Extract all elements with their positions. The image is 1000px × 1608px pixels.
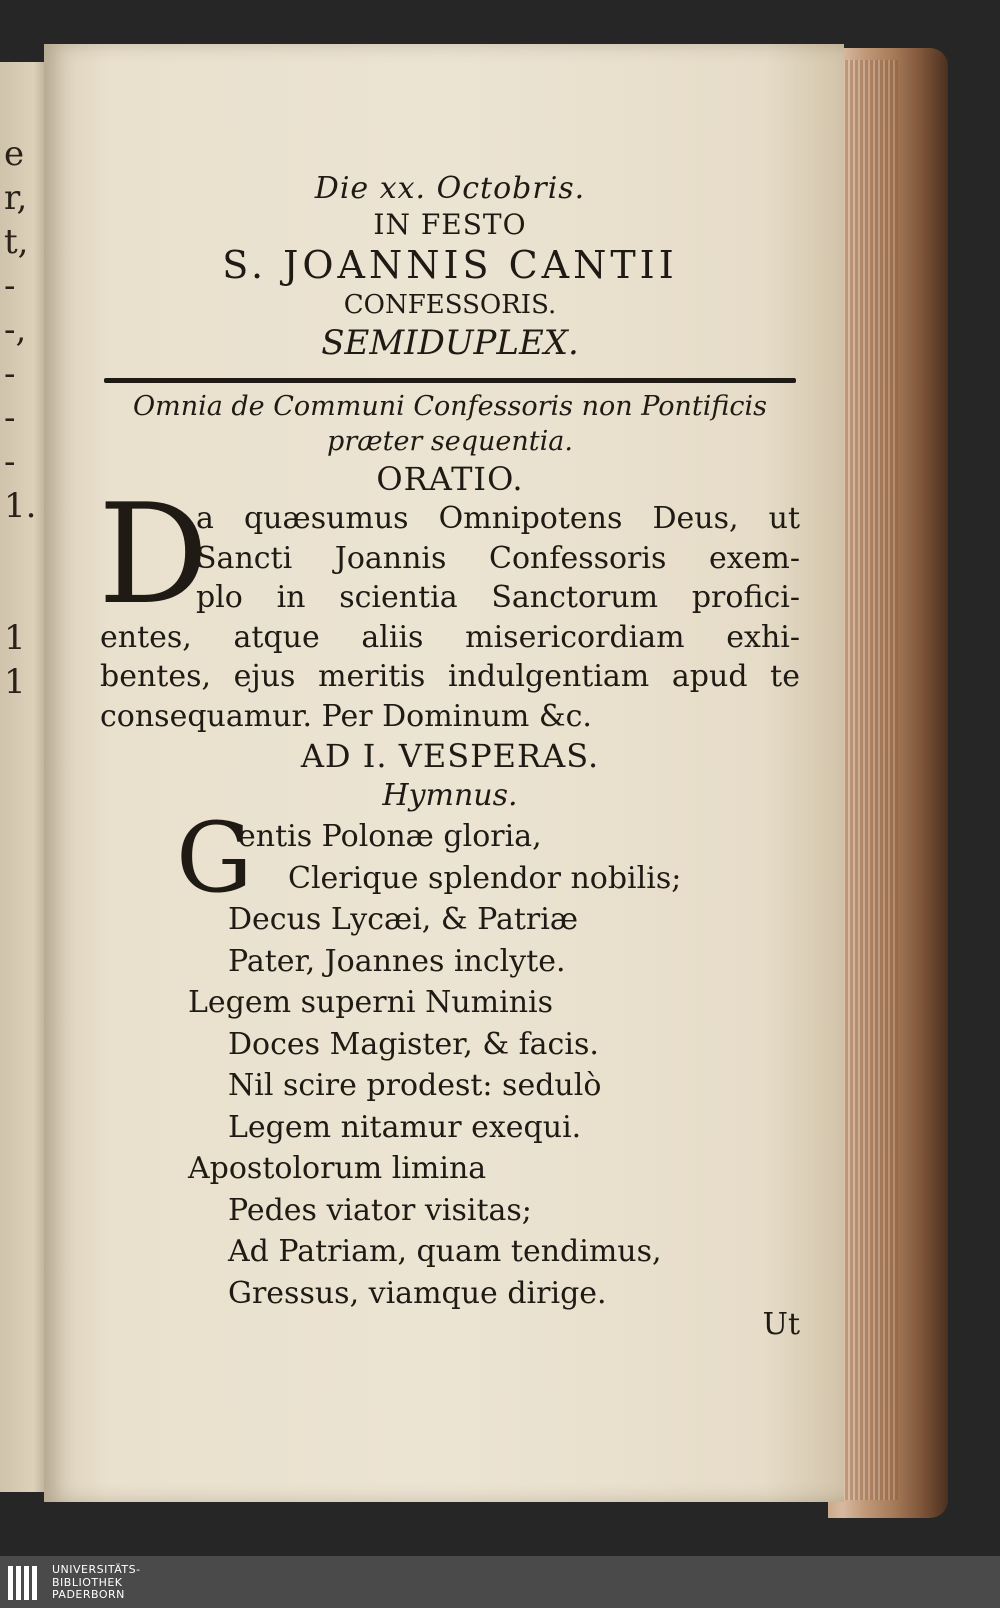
facing-page-edge [0,62,48,1492]
drop-capital: G [176,802,253,914]
logo-line: UNIVERSITÄTS- [52,1563,141,1576]
logo-line: BIBLIOTHEK [52,1575,123,1589]
catchword: Ut [762,1307,800,1342]
text-line: plo in scientia Sanctorum profici- [196,580,800,615]
library-logo-icon [6,1564,40,1602]
hymn-line: Pater, Joannes inclyte. [228,943,566,979]
facing-fragment: t, [4,222,29,262]
facing-fragment: - [4,442,16,482]
facing-fragment: 1 [4,618,26,658]
facing-fragment [4,528,42,572]
text-line: entes, atque aliis misericordiam exhi- [100,619,800,655]
vesperas-heading: AD I. VESPERAS. [300,737,600,775]
hymnus-heading: Hymnus. [382,778,518,813]
hymn-text [176,802,800,1314]
hymn-line: Legem nitamur exequi. [228,1109,582,1145]
hymn-line: Apostolorum limina [188,1151,487,1186]
rubric-line: Omnia de Communi Confessoris non Pontificis [132,391,768,422]
logo-line: PADERBORN [52,1588,125,1601]
library-footer [0,1556,1000,1608]
text-line: consequamur. Per Dominum &c. [100,698,592,734]
page-content [98,124,800,1342]
hymn-line: Ad Patriam, quam tendimus, [228,1234,662,1269]
facing-fragment: - [4,354,16,394]
text-line: bentes, ejus meritis indulgentiam apud te [100,659,800,694]
hymn-line: Doces Magister, & facis. [228,1026,599,1062]
facing-fragment [4,572,42,616]
facing-fragment: r, [4,178,28,218]
saint-title: CONFESSORIS. [343,290,557,320]
hymn-line: entis Polonæ gloria, [238,819,542,854]
feast-date: Die xx. Octobris. [314,171,586,206]
hymn-line: Clerique splendor nobilis; [288,860,682,896]
saint-name: S. JOANNIS CANTII [222,243,678,287]
feast-label: IN FESTO [373,208,527,241]
facing-fragment: 1. [4,486,37,526]
library-logo-text [52,1564,141,1602]
rubric-line: præter sequentia. [327,426,573,457]
facing-fragment: e [4,134,25,174]
facing-fragment: 1 [4,662,26,702]
book-page [44,44,844,1502]
drop-capital: D [98,474,209,635]
hymn-line: Decus Lycæi, & Patriæ [228,902,579,937]
hymn-line: Gressus, viamque dirige. [228,1275,607,1311]
text-line: a quæsumus Omnipotens Deus, ut [196,501,800,536]
hymn-line: Pedes viator visitas; [228,1192,532,1228]
facing-fragment: - [4,398,16,438]
facing-fragment: -, [4,310,27,350]
hymn-line: Nil scire prodest: sedulò [228,1068,602,1103]
feast-rank: SEMIDUPLEX. [321,323,579,363]
hymn-line: Legem superni Numinis [188,985,554,1020]
facing-fragment: - [4,266,16,306]
text-line: Sancti Joannis Confessoris exem- [196,540,800,576]
divider-rule [104,378,796,383]
oratio-heading: ORATIO. [376,460,524,498]
facing-page-text [4,132,42,704]
